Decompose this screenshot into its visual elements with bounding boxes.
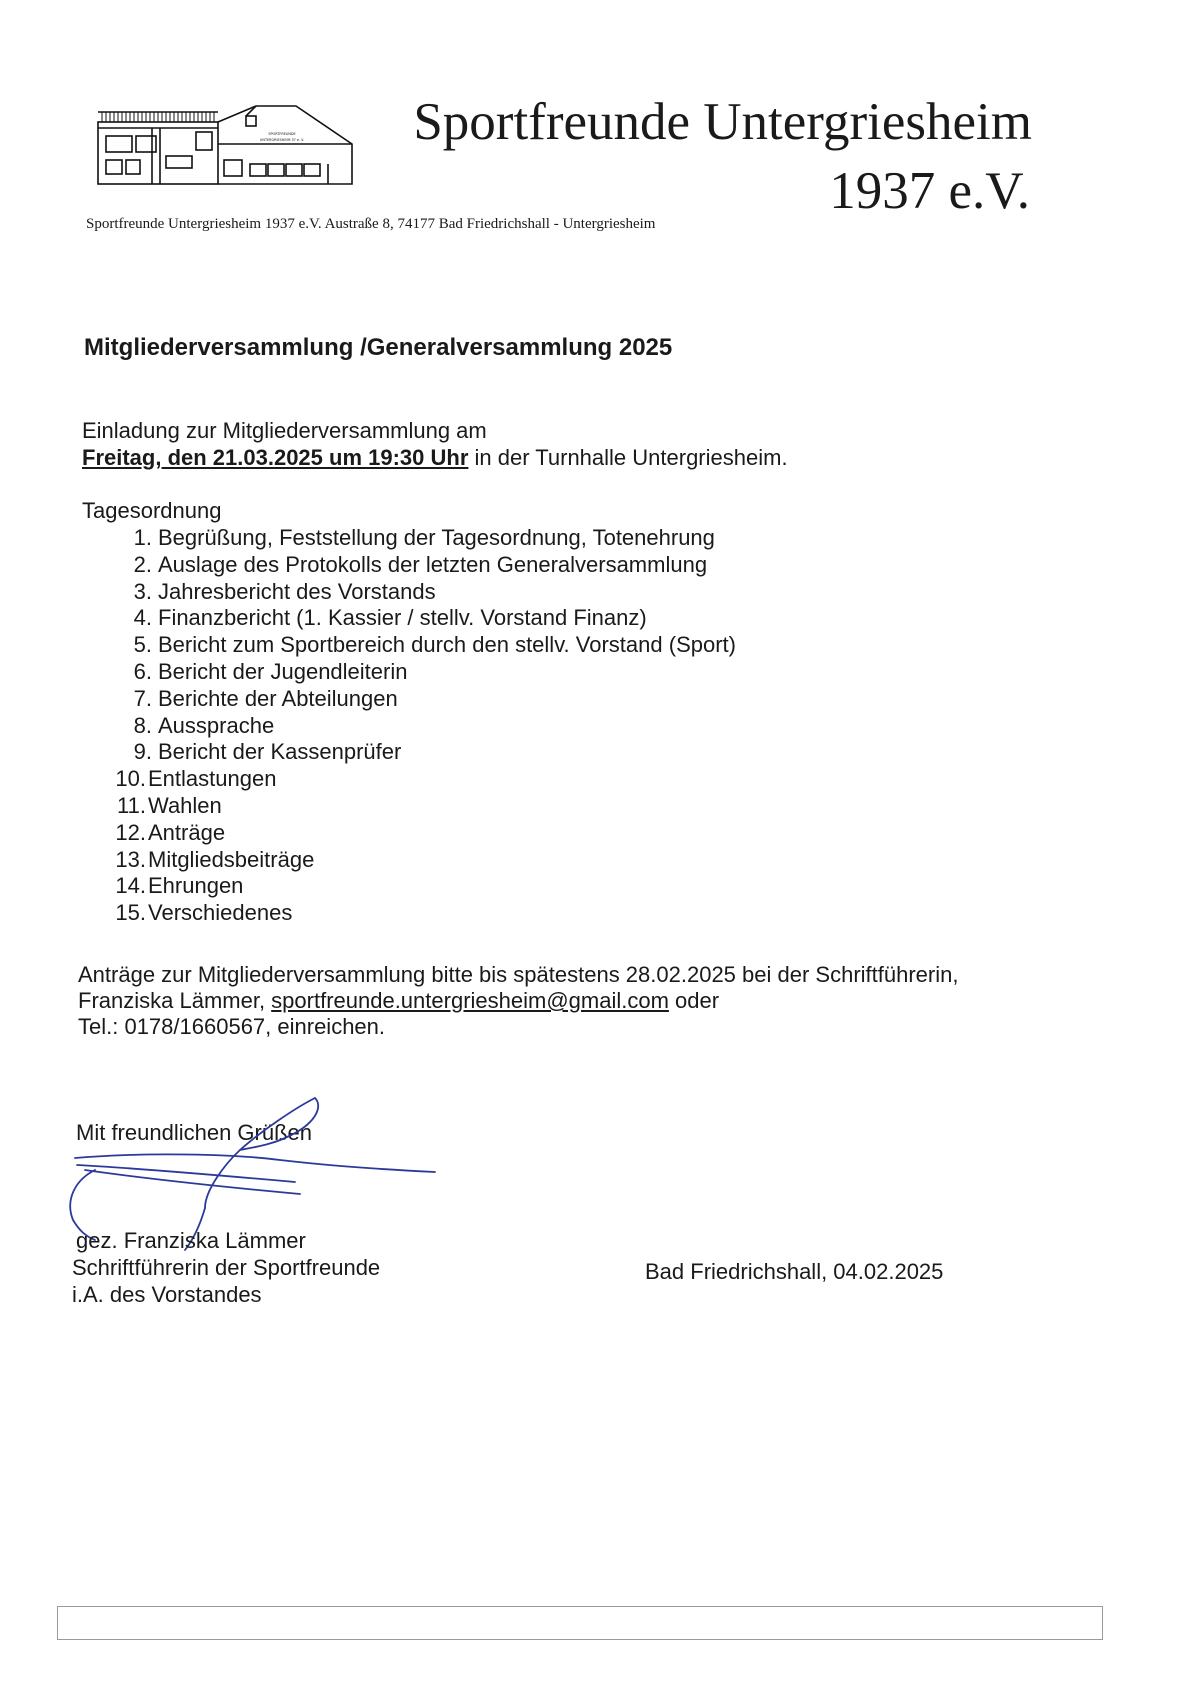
agenda-item bbox=[110, 900, 736, 927]
meeting-location: in der Turnhalle Untergriesheim. bbox=[468, 445, 788, 470]
logo-sign-line2: UNTERGRIESHEIM 37 e. V. bbox=[259, 138, 305, 142]
agenda-item bbox=[110, 525, 736, 552]
signer-role: Schriftführerin der Sportfreunde bbox=[72, 1255, 381, 1280]
agenda-item-text: Ehrungen bbox=[148, 873, 244, 899]
secretary-name: Franziska Lämmer, bbox=[78, 988, 272, 1013]
agenda-item bbox=[110, 820, 736, 847]
agenda-item bbox=[110, 793, 736, 820]
submission-contact-line bbox=[78, 988, 719, 1014]
club-year: 1937 e.V. bbox=[829, 162, 1030, 220]
agenda-item-number: 1. bbox=[133, 525, 152, 550]
agenda-item bbox=[110, 847, 736, 874]
invitation-line: Einladung zur Mitgliederversammlung am bbox=[82, 418, 487, 443]
agenda-item-text: Jahresbericht des Vorstands bbox=[158, 578, 436, 604]
agenda-item-text: Bericht der Kassenprüfer bbox=[158, 739, 402, 765]
email-link[interactable]: sportfreunde.untergriesheim@gmail.com bbox=[271, 988, 669, 1013]
invitation-datetime-line bbox=[82, 445, 788, 471]
agenda-item bbox=[110, 766, 736, 793]
agenda-item-text: Mitgliedsbeiträge bbox=[148, 846, 315, 872]
agenda-item-text: Wahlen bbox=[148, 792, 222, 818]
agenda-item-number: 6. bbox=[133, 658, 152, 684]
footer-box bbox=[57, 1606, 1103, 1640]
agenda-item-text: Finanzbericht (1. Kassier / stellv. Vorstand Finanz) bbox=[158, 605, 647, 631]
logo-sign-line1: SPORTFREUNDE bbox=[268, 132, 296, 136]
document-title: Mitgliederversammlung /Generalversammlung 2025 bbox=[84, 334, 673, 361]
agenda-item bbox=[110, 873, 736, 900]
agenda-item-number: 2. bbox=[133, 551, 152, 577]
agenda-item bbox=[110, 579, 736, 606]
agenda-item-text: Berichte der Abteilungen bbox=[158, 685, 398, 711]
agenda-item bbox=[110, 686, 736, 713]
address-line: Sportfreunde Untergriesheim 1937 e.V. Austraße 8, 74177 Bad Friedrichshall - Untergriesheim bbox=[86, 216, 656, 232]
place-and-date: Bad Friedrichshall, 04.02.2025 bbox=[645, 1259, 944, 1284]
agenda-item-number: 8. bbox=[133, 712, 152, 738]
agenda-item bbox=[110, 552, 736, 579]
on-behalf-note: i.A. des Vorstandes bbox=[72, 1282, 262, 1307]
agenda-item-text: Bericht zum Sportbereich durch den stellv. Vorstand (Sport) bbox=[158, 632, 736, 658]
agenda-item-text: Begrüßung, Feststellung der Tagesordnung, Totenehrung bbox=[158, 525, 715, 550]
agenda-item bbox=[110, 713, 736, 740]
submission-phone-line: Tel.: 0178/1660567, einreichen. bbox=[78, 1014, 386, 1039]
agenda-item-number: 7. bbox=[133, 685, 152, 711]
submission-deadline-line: Anträge zur Mitgliederversammlung bitte bis spätestens 28.02.2025 bei der Schriftführerin, bbox=[78, 962, 959, 987]
agenda-item-number: 4. bbox=[133, 605, 152, 631]
agenda-item-number: 13. bbox=[115, 846, 146, 872]
agenda-heading: Tagesordnung bbox=[82, 498, 222, 523]
agenda-item-text: Auslage des Protokolls der letzten Generalversammlung bbox=[158, 551, 708, 577]
agenda-list bbox=[110, 525, 736, 927]
closing-greeting: Mit freundlichen Grüßen bbox=[76, 1120, 312, 1145]
agenda-item-number: 11. bbox=[117, 792, 146, 818]
agenda-item-number: 5. bbox=[133, 632, 152, 658]
agenda-item bbox=[110, 739, 736, 766]
agenda-item bbox=[110, 632, 736, 659]
agenda-item-number: 15. bbox=[115, 900, 146, 926]
submission-or: oder bbox=[668, 988, 720, 1013]
agenda-item-text: Aussprache bbox=[158, 712, 275, 738]
agenda-item-number: 9. bbox=[133, 739, 152, 765]
club-name: Sportfreunde Untergriesheim bbox=[413, 93, 1032, 151]
club-logo bbox=[96, 104, 356, 192]
agenda-item-number: 12. bbox=[115, 819, 146, 845]
agenda-item-text: Verschiedenes bbox=[148, 900, 293, 926]
agenda-item-number: 14. bbox=[115, 873, 146, 899]
agenda-item-text: Bericht der Jugendleiterin bbox=[158, 658, 408, 684]
agenda-item-text: Anträge bbox=[148, 819, 226, 845]
meeting-date-time: Freitag, den 21.03.2025 um 19:30 Uhr bbox=[82, 445, 469, 470]
agenda-item bbox=[110, 605, 736, 632]
signer-name: gez. Franziska Lämmer bbox=[76, 1228, 306, 1253]
agenda-item-number: 3. bbox=[133, 578, 152, 604]
agenda-item-text: Entlastungen bbox=[148, 766, 277, 792]
agenda-item bbox=[110, 659, 736, 686]
agenda-item-number: 10. bbox=[115, 766, 146, 792]
